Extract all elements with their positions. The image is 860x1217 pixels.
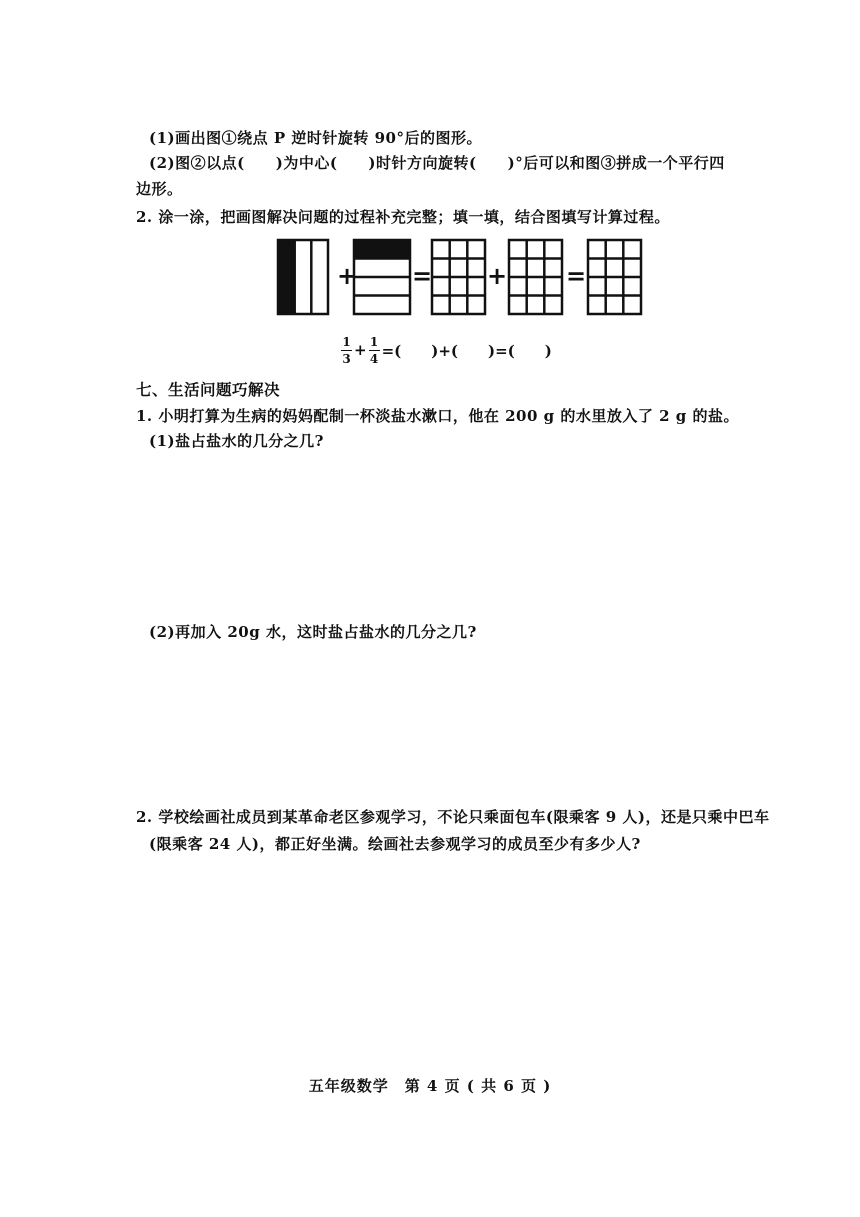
grid-twelfths-1 xyxy=(432,240,485,314)
plus-sign-1: + xyxy=(336,262,358,290)
plus-sign-2: + xyxy=(486,262,508,290)
quarters-shaded-part xyxy=(354,240,410,259)
question-color-fill: 2. 涂一涂，把画图解决问题的过程补充完整；填一填，结合图填写计算过程。 xyxy=(136,208,670,226)
fraction-numerator: 1 xyxy=(369,334,379,349)
fraction-denominator: 4 xyxy=(369,351,379,366)
problem-one-part2: (2)再加入 20g 水，这时盐占盐水的几分之几? xyxy=(149,623,477,641)
problem-one-part1: (1)盐占盐水的几分之几? xyxy=(149,432,324,450)
equals-sign-2: = xyxy=(565,262,587,290)
problem-two-line2: (限乘客 24 人)，都正好坐满。绘画社去参观学习的成员至少有多少人? xyxy=(149,835,641,853)
question-rotation-part2-cont: 边形。 xyxy=(136,180,183,198)
problem-two-line1: 2. 学校绘画社成员到某革命老区参观学习，不论只乘面包车(限乘客 9 人)，还是只乘中巴车 xyxy=(136,808,770,826)
section-seven-heading: 七、生活问题巧解决 xyxy=(136,380,281,399)
fraction-numerator: 1 xyxy=(342,334,351,349)
fraction-one-quarter xyxy=(369,336,380,365)
fraction-one-third xyxy=(341,336,352,365)
rect-quarters xyxy=(354,240,410,314)
problem-one-statement: 1. 小明打算为生病的妈妈配制一杯淡盐水漱口，他在 200 g 的水里放入了 2 g 的盐。 xyxy=(136,407,739,425)
equation-blanks: =( )+( )=( ) xyxy=(381,341,552,360)
grid-twelfths-2 xyxy=(509,240,562,314)
fraction-diagram xyxy=(276,238,656,316)
plus-operator: + xyxy=(354,341,367,359)
rect-thirds xyxy=(278,240,328,314)
fraction-equation xyxy=(340,333,553,367)
question-rotation-part1: (1)画出图①绕点 P 逆时针旋转 90°后的图形。 xyxy=(149,129,482,147)
fraction-bar xyxy=(369,350,380,351)
question-rotation-part2: (2)图②以点( )为中心( )时针方向旋转( )°后可以和图③拼成一个平行四 xyxy=(149,154,725,172)
thirds-shaded-part xyxy=(278,240,294,314)
equals-sign-1: = xyxy=(411,262,433,290)
grid-twelfths-3 xyxy=(588,240,641,314)
fraction-denominator: 3 xyxy=(342,351,351,366)
page-footer: 五年级数学 第 4 页 ( 共 6 页 ) xyxy=(308,1077,552,1095)
fraction-bar xyxy=(341,350,352,351)
